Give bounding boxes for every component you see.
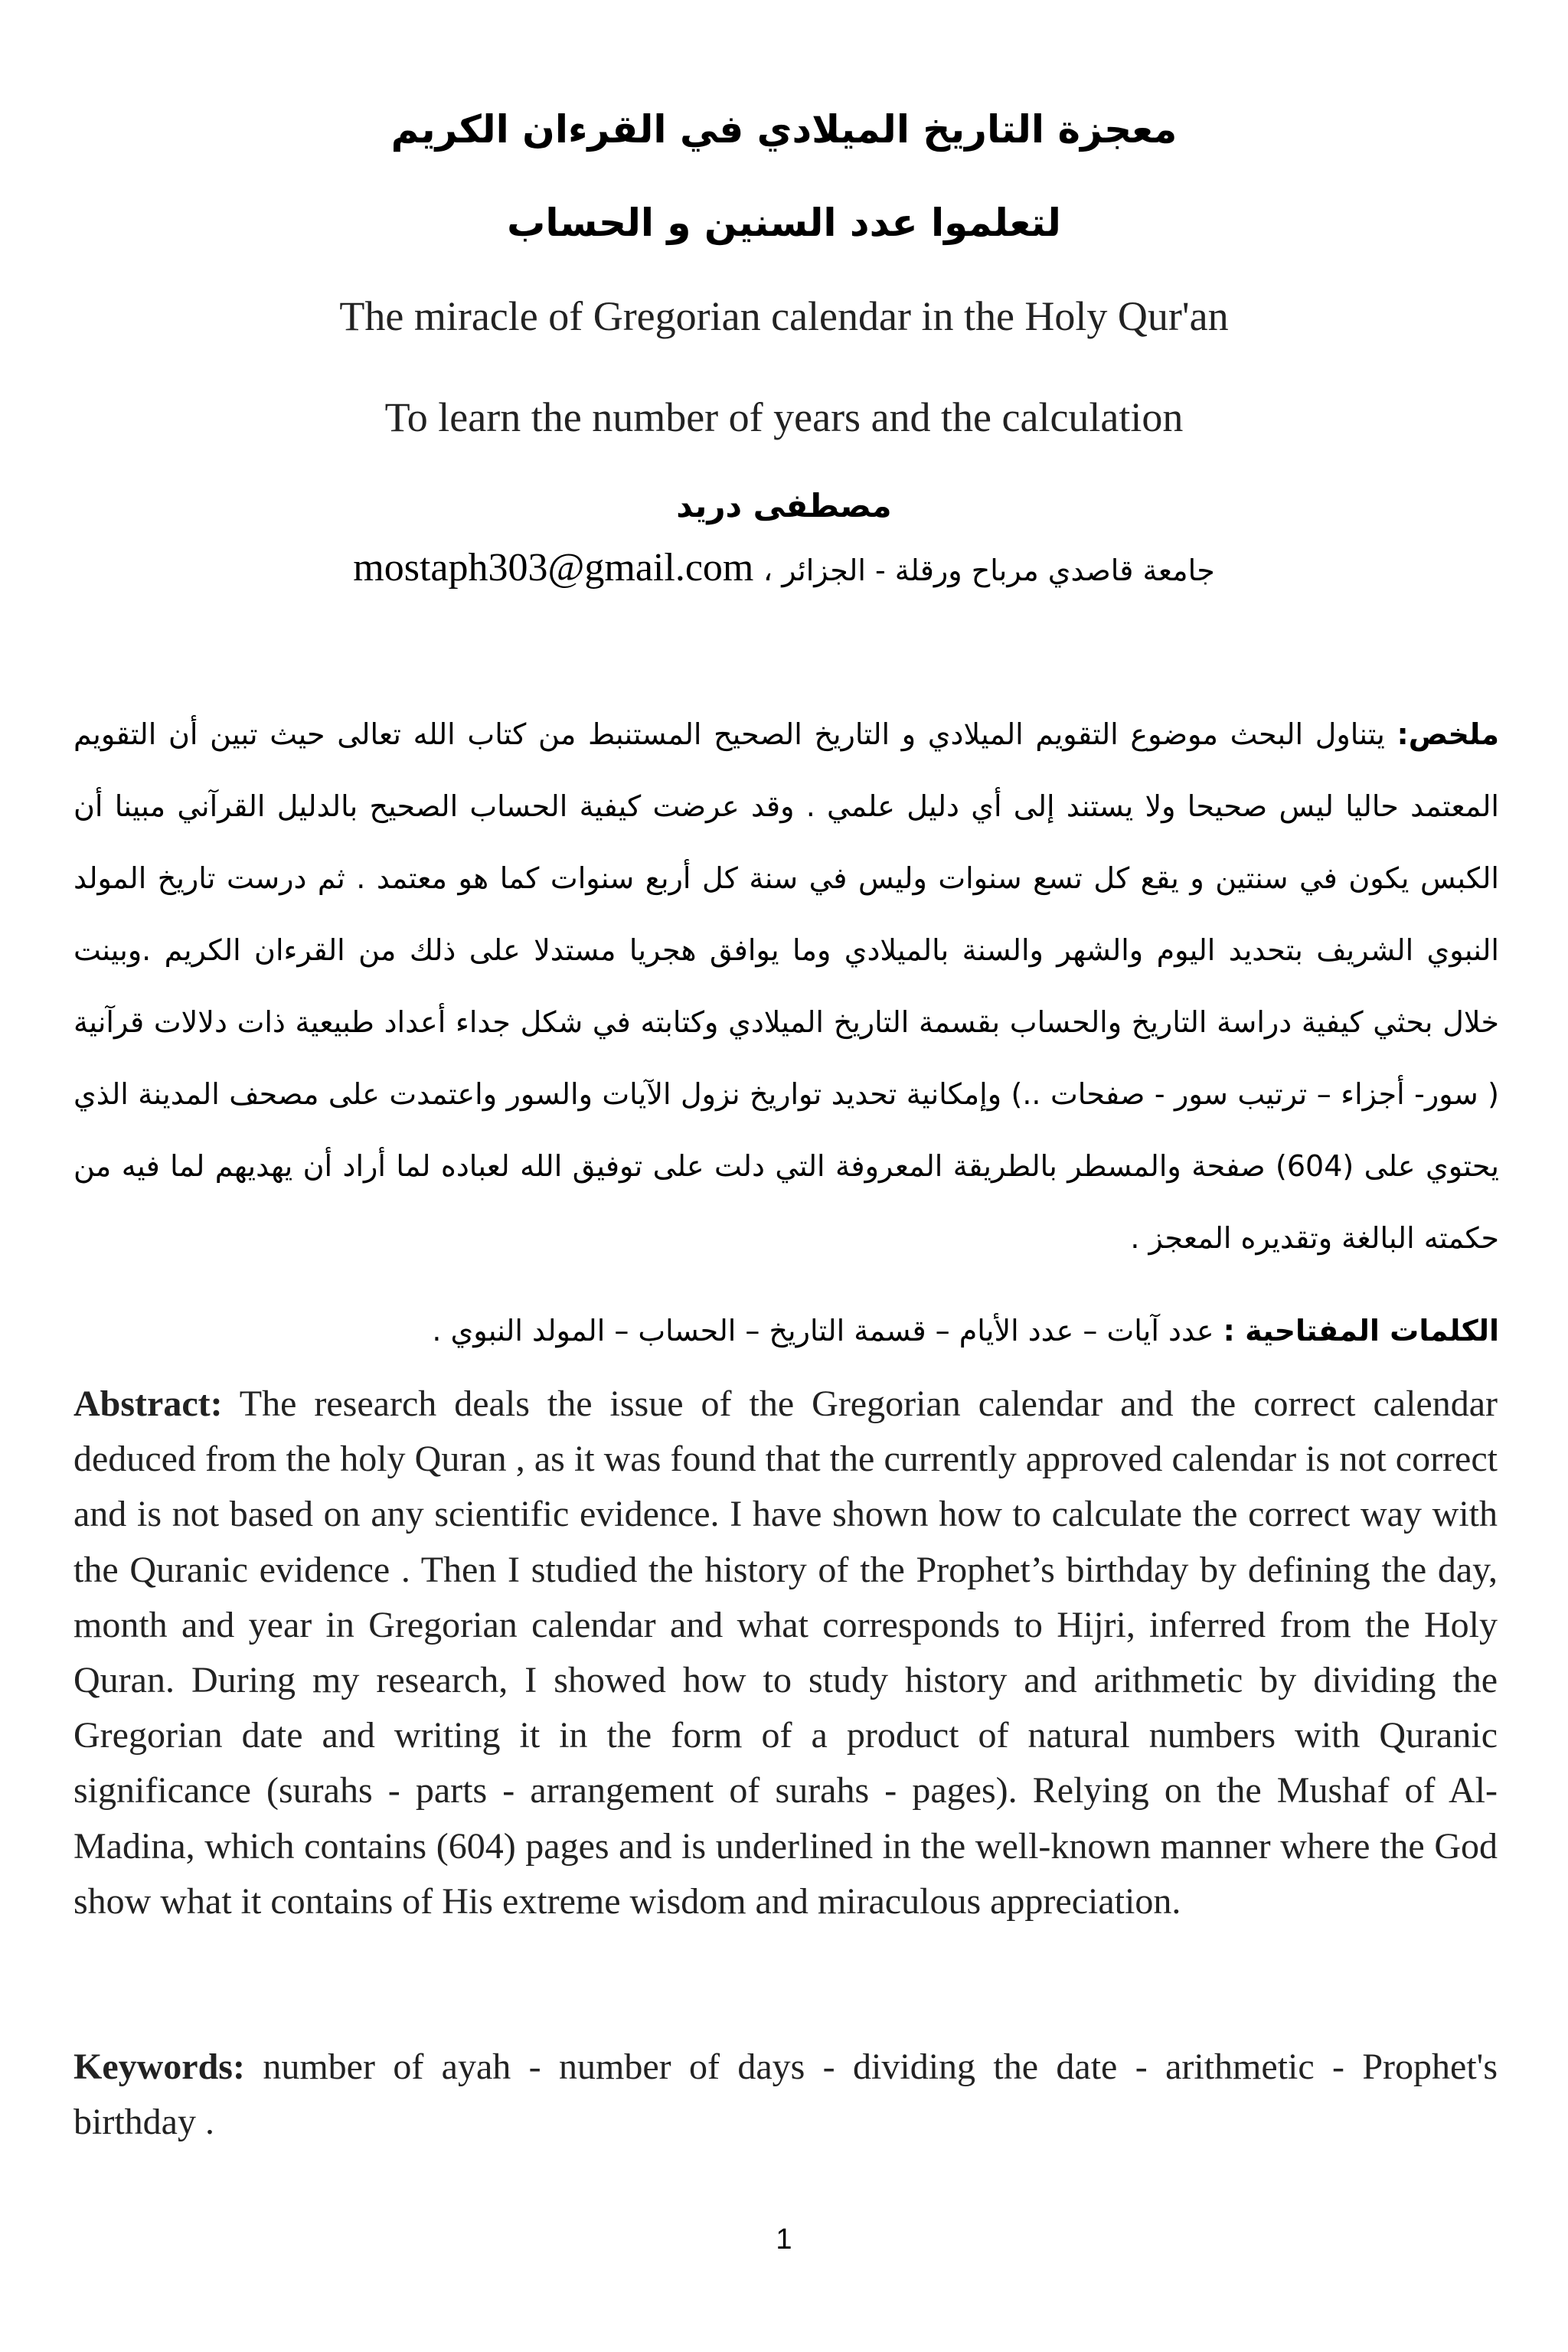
affiliation-line [0, 545, 1568, 590]
arabic-title-line-2: لتعلموا عدد السنين و الحساب [507, 201, 1061, 245]
arabic-keywords [74, 1308, 1499, 1354]
english-abstract-text: The research deals the issue of the Gregorian calendar and the correct calendar deduced from the holy Quran , as it was found that the currently approved calendar is not correct and is not based on any scientific evidence. I have shown how to calculate the correct way with the Quranic evidence . Then I studied the history of the Prophet’s birthday by defining the day, month and year in Gregorian calendar and what corresponds to Hijri, inferred from the Holy Quran. During my research, I showed how to study history and arithmetic by dividing the Gregorian date and writing it in the form of a product of natural numbers with Quranic significance (surahs - parts - arrangement of surahs - pages). Relying on the Mushaf of Al-Madina, which contains (604) pages and is underlined in the well-known manner where the God show what it contains of His extreme wisdom and miraculous appreciation. [74, 1383, 1498, 1922]
author-name: مصطفى دريد [676, 487, 892, 524]
english-abstract-label: Abstract: [74, 1383, 223, 1424]
author-email[interactable]: mostaph303@gmail.com [353, 546, 754, 590]
english-title-line-2: To learn the number of years and the calculation [384, 394, 1184, 440]
arabic-abstract [74, 698, 1499, 1274]
arabic-title-line-1: معجزة التاريخ الميلادي في القرءان الكريم [390, 107, 1178, 152]
arabic-abstract-label: ملخص: [1396, 717, 1499, 751]
english-abstract [74, 1377, 1498, 1929]
english-keywords-text: number of ayah - number of days - dividing the date - arithmetic - Prophet's birthday . [74, 2047, 1498, 2143]
arabic-keywords-text: عدد آيات – عدد الأيام – قسمة التاريخ – الحساب – المولد النبوي . [432, 1314, 1214, 1348]
english-keywords-label: Keywords: [74, 2047, 245, 2087]
author-affiliation: جامعة قاصدي مرباح ورقلة - الجزائر ، [763, 554, 1215, 587]
english-keywords [74, 2040, 1498, 2150]
english-title-line-1: The miracle of Gregorian calendar in the Holy Qur'an [339, 293, 1229, 339]
arabic-abstract-text: يتناول البحث موضوع التقويم الميلادي و التاريخ الصحيح المستنبط من كتاب الله تعالى حيث تبين أن التقويم المعتمد حاليا ليس صحيحا ولا يستند إلى أي دليل علمي . وقد عرضت كيفية الحساب الصحيح بالدليل القرآني مبينا أن الكبس يكون في سنتين و يقع كل تسع سنوات وليس في سنة كل أربع سنوات كما هو معتمد . ثم درست تاريخ المولد النبوي الشريف بتحديد اليوم والشهر والسنة بالميلادي وما يوافق هجريا مستدلا على ذلك من القرءان الكريم .وبينت خلال بحثي كيفية دراسة التاريخ والحساب بقسمة التاريخ الميلادي وكتابته في شكل جداء أعداد طبيعية ذات دلالات قرآنية ( سور- أجزاء – ترتيب سور - صفحات ..) وإمكانية تحديد تواريخ نزول الآيات والسور واعتمدت على مصحف المدينة الذي يحتوي على (604) صفحة والمسطر بالطريقة المعروفة التي دلت على توفيق الله لعباده لما أراد أن يهديهم لما فيه من حكمته البالغة وتقديره المعجز . [74, 717, 1499, 1255]
page-number: 1 [776, 2223, 792, 2256]
arabic-keywords-label: الكلمات المفتاحية : [1223, 1314, 1499, 1348]
